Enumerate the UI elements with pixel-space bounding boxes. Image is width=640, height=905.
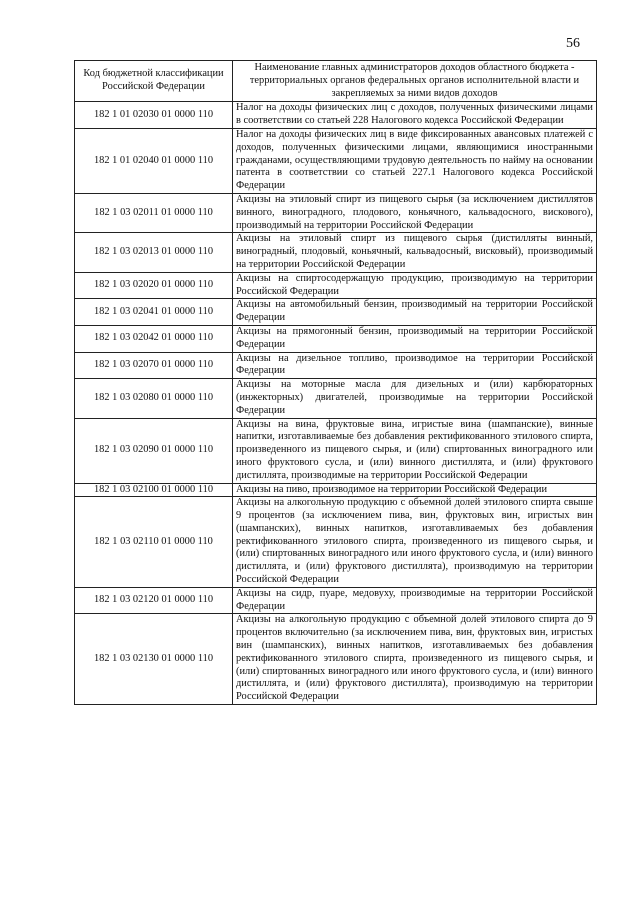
row-code: 182 1 01 02040 01 0000 110 <box>75 128 233 193</box>
row-code: 182 1 03 02070 01 0000 110 <box>75 352 233 379</box>
header-code: Код бюджетной классификации Российской Федерации <box>75 61 233 102</box>
row-name: Акцизы на прямогонный бензин, производимый на территории Российской Федерации <box>233 325 597 352</box>
table-row <box>75 193 597 232</box>
row-name: Налог на доходы физических лиц в виде фиксированных авансовых платежей с доходов, полученных физическими лицами, являющимися иностранными гражданами, осуществляющими трудовую деятельность по найму на основании патента в соответствии со статьей 227.1 Налогового кодекса Российской Федерации <box>233 128 597 193</box>
table-row <box>75 483 597 497</box>
table-row <box>75 587 597 614</box>
row-name: Акцизы на моторные масла для дизельных и (или) карбюраторных (инжекторных) двигателей, производимые на территории Российской Федерации <box>233 379 597 418</box>
row-name: Акцизы на сидр, пуаре, медовуху, производимые на территории Российской Федерации <box>233 587 597 614</box>
row-code: 182 1 03 02120 01 0000 110 <box>75 587 233 614</box>
row-code: 182 1 03 02013 01 0000 110 <box>75 233 233 272</box>
table-row <box>75 379 597 418</box>
row-code: 182 1 03 02130 01 0000 110 <box>75 614 233 705</box>
row-name: Акцизы на спиртосодержащую продукцию, производимую на территории Российской Федерации <box>233 272 597 299</box>
table-header-row <box>75 61 597 102</box>
table-row <box>75 128 597 193</box>
row-name: Акцизы на пиво, производимое на территории Российской Федерации <box>233 483 597 497</box>
row-code: 182 1 03 02042 01 0000 110 <box>75 325 233 352</box>
row-name: Акцизы на дизельное топливо, производимое на территории Российской Федерации <box>233 352 597 379</box>
table-row <box>75 497 597 588</box>
table-row <box>75 272 597 299</box>
row-name: Акцизы на алкогольную продукцию с объемной долей этилового спирта до 9 процентов включительно (за исключением пива, вин, фруктовых вин, игристых вин (шампанских), винных напитков, изготавливаемых без добавления ректификованного этилового спирта, произведенного из пищевого сырья, и (или) спиртованных виноградного или иного фруктового сусла, и (или) винного дистиллята, и (или) фруктового дистиллята), производимую на территории Российской Федерации <box>233 614 597 705</box>
row-name: Акцизы на вина, фруктовые вина, игристые вина (шампанские), винные напитки, изготавливаемые без добавления ректификованного этилового спирта, произведенного из пищевого сырья, и (или) спиртованных виноградного или иного фруктового сусла, и (или) винного дистиллята, и (или) фруктового дистиллята, производимые на территории Российской Федерации <box>233 418 597 483</box>
page-number: 56 <box>566 36 580 51</box>
revenue-codes-table <box>74 60 597 705</box>
table-row <box>75 614 597 705</box>
table-row <box>75 102 597 129</box>
row-code: 182 1 03 02100 01 0000 110 <box>75 483 233 497</box>
row-code: 182 1 01 02030 01 0000 110 <box>75 102 233 129</box>
row-code: 182 1 03 02011 01 0000 110 <box>75 193 233 232</box>
header-name: Наименование главных администраторов доходов областного бюджета - территориальных органов федеральных органов исполнительной власти и закрепляемых за ними видов доходов <box>233 61 597 102</box>
row-name: Акцизы на автомобильный бензин, производимый на территории Российской Федерации <box>233 299 597 326</box>
row-name: Акцизы на этиловый спирт из пищевого сырья (дистилляты винный, виноградный, плодовый, коньячный, кальвадосный, висковый), производимый на территории Российской Федерации <box>233 233 597 272</box>
table-row <box>75 418 597 483</box>
row-code: 182 1 03 02110 01 0000 110 <box>75 497 233 588</box>
row-name: Налог на доходы физических лиц с доходов, полученных физическими лицами в соответствии со статьей 228 Налогового кодекса Российской Федерации <box>233 102 597 129</box>
table-row <box>75 233 597 272</box>
row-name: Акцизы на алкогольную продукцию с объемной долей этилового спирта свыше 9 процентов (за исключением пива, вин, фруктовых вин, игристых вин (шампанских), винных напитков, изготавливаемых без добавления ректификованного этилового спирта, произведенного из пищевого сырья, и (или) спиртованных виноградного или иного фруктового сусла, и (или) винного дистиллята, и (или) фруктового дистиллята), производимую на территории Российской Федерации <box>233 497 597 588</box>
table-row <box>75 299 597 326</box>
row-code: 182 1 03 02041 01 0000 110 <box>75 299 233 326</box>
row-code: 182 1 03 02090 01 0000 110 <box>75 418 233 483</box>
row-name: Акцизы на этиловый спирт из пищевого сырья (за исключением дистиллятов винного, виноградного, плодового, коньячного, кальвадосного, вискового), производимый на территории Российской Федерации <box>233 193 597 232</box>
table-row <box>75 352 597 379</box>
row-code: 182 1 03 02080 01 0000 110 <box>75 379 233 418</box>
row-code: 182 1 03 02020 01 0000 110 <box>75 272 233 299</box>
table-row <box>75 325 597 352</box>
